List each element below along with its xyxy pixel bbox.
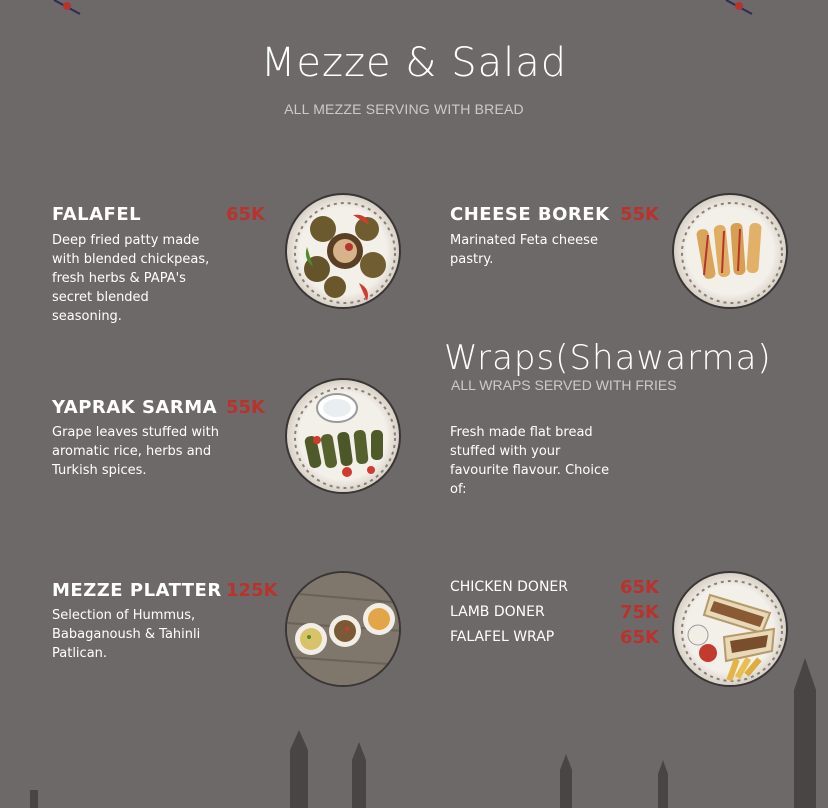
item-desc-yaprak-sarma: Grape leaves stuffed with aromatic rice, herbs and Turkish spices. (52, 425, 219, 478)
item-price-yaprak-sarma: 55K (226, 397, 265, 418)
item-name-mezze-platter: MEZZE PLATTER (52, 580, 222, 601)
item-name-cheese-borek: CHEESE BOREK (450, 204, 610, 225)
page-subtitle: ALL MEZZE SERVING WITH BREAD (284, 101, 524, 117)
item-price-mezze-platter: 125K (226, 580, 278, 601)
yaprak-sarma-plate-icon (285, 378, 401, 494)
item-desc-cheese-borek: Marinated Feta cheese pastry. (450, 233, 598, 267)
falafel-plate-icon (285, 193, 401, 309)
corner-flag-right-icon (722, 0, 756, 22)
wrap-name-falafel-wrap: FALAFEL WRAP (450, 629, 555, 645)
item-price-falafel: 65K (226, 204, 265, 225)
cheese-borek-plate-icon (672, 193, 788, 309)
mosque-skyline-icon (0, 650, 828, 808)
item-desc-falafel: Deep fried patty made with blended chickpeas, fresh herbs & PAPA's secret blended seasoning. (52, 233, 210, 324)
wrap-price-chicken-doner: 65K (620, 577, 659, 598)
corner-flag-left-icon (50, 0, 84, 22)
wraps-title: Wraps(Shawarma) (444, 338, 772, 378)
item-desc-mezze-platter: Selection of Hummus, Babaganoush & Tahinli Patlican. (52, 608, 201, 661)
item-price-cheese-borek: 55K (620, 204, 659, 225)
wraps-subtitle: ALL WRAPS SERVED WITH FRIES (451, 377, 677, 393)
item-name-falafel: FALAFEL (52, 204, 142, 225)
wraps-description: Fresh made flat bread stuffed with your favourite flavour. Choice of: (450, 425, 610, 497)
wrap-price-lamb-doner: 75K (620, 602, 659, 623)
wrap-price-falafel-wrap: 65K (620, 627, 659, 648)
item-name-yaprak-sarma: YAPRAK SARMA (52, 397, 218, 418)
wrap-name-lamb-doner: LAMB DONER (450, 604, 545, 620)
page-title: Mezze & Salad (260, 40, 568, 86)
wrap-name-chicken-doner: CHICKEN DONER (450, 579, 569, 595)
